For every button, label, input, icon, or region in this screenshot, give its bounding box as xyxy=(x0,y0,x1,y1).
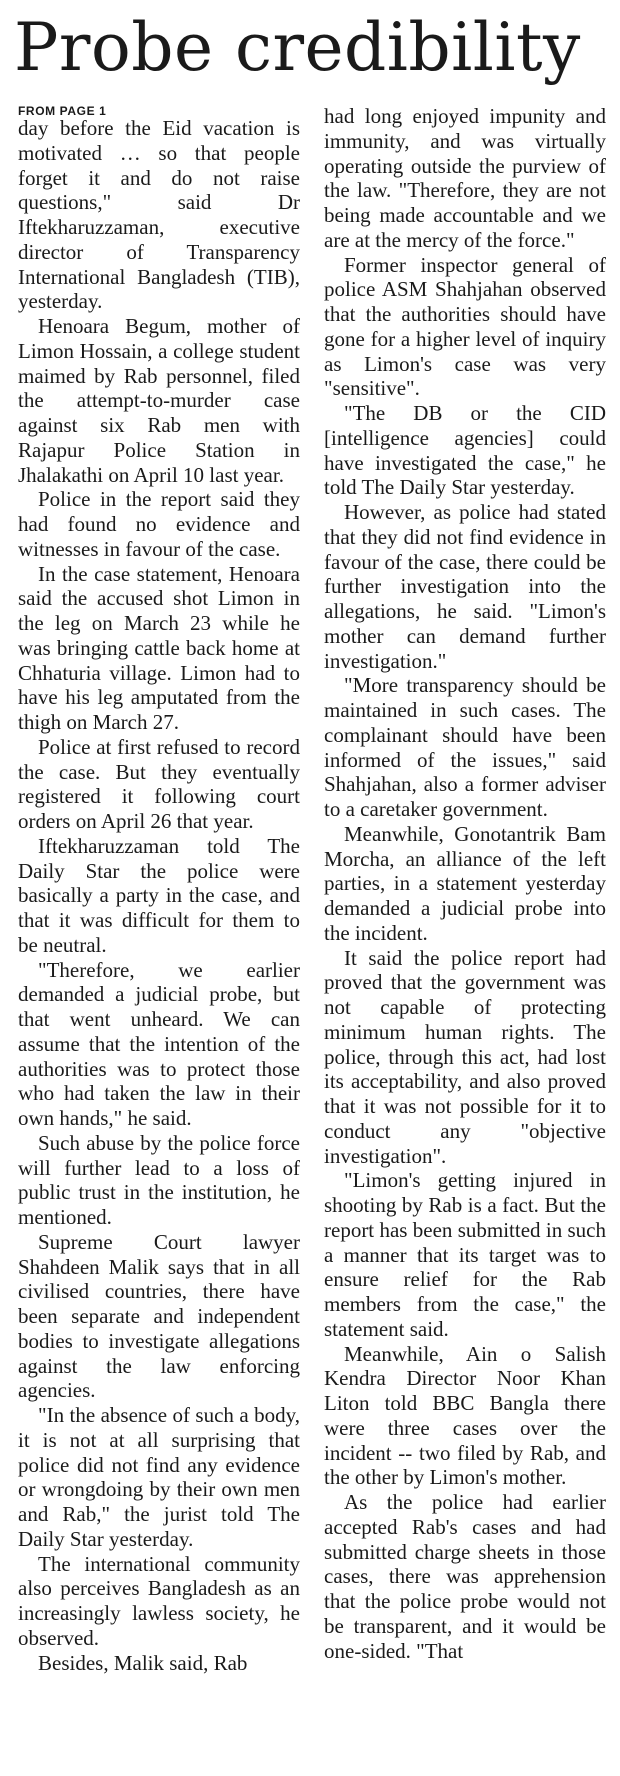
paragraph: Supreme Court lawyer Shahdeen Malik says that in all civilised countries, there have been separate and independent bodies to investigate allegations against the law enforcing agencies. xyxy=(18,1229,300,1403)
paragraph: Police at first refused to record the case. But they eventually registered it following court orders on April 26 that year. xyxy=(18,734,300,833)
kicker-from-page-1: FROM PAGE 1 xyxy=(18,104,107,118)
paragraph: Meanwhile, Ain o Salish Kendra Director Noor Khan Liton told BBC Bangla there were three cases over the incident -- two filed by Rab, and the other by Limon's mother. xyxy=(324,1341,606,1490)
headline: Probe credibility xyxy=(14,9,581,86)
paragraph: Such abuse by the police force will further lead to a loss of public trust in the institution, he mentioned. xyxy=(18,1130,300,1229)
paragraph: Henoara Begum, mother of Limon Hossain, a college student maimed by Rab personnel, filed the attempt-to-murder case against six Rab men with Rajapur Police Station in Jhalakathi on April 10 last year. xyxy=(18,314,300,487)
paragraph: day before the Eid vacation is motivated … so that people forget it and do not raise questions," said Dr Iftekharuzzaman, executive director of Transparency International Bangladesh (TIB), yesterday. xyxy=(18,116,300,314)
article-column-left xyxy=(18,104,300,1675)
paragraph: However, as police had stated that they did not find evidence in favour of the case, there could be further investigation into the allegations, he said. "Limon's mother can demand further investigation." xyxy=(324,500,606,673)
paragraph: In the case statement, Henoara said the accused shot Limon in the leg on March 23 while he was bringing cattle back home at Chhaturia village. Limon had to have his leg amputated from the thigh on March 27. xyxy=(18,561,300,734)
paragraph: Police in the report said they had found no evidence and witnesses in favour of the case. xyxy=(18,487,300,561)
paragraph: Iftekharuzzaman told The Daily Star the police were basically a party in the case, and that it was difficult for them to be neutral. xyxy=(18,833,300,957)
paragraph: "The DB or the CID [intelligence agencies] could have investigated the case," he told The Daily Star yesterday. xyxy=(324,401,606,500)
paragraph: As the police had earlier accepted Rab's cases and had submitted charge sheets in those cases, there was apprehension that the police probe would not be transparent, and it would be one-sided. "That xyxy=(324,1490,606,1663)
paragraph: It said the police report had proved that the government was not capable of protecting minimum human rights. The police, through this act, had lost its acceptability, and also proved that it was not possible for it to conduct any "objective investigation". xyxy=(324,945,606,1168)
paragraph: Besides, Malik said, Rab xyxy=(38,1650,248,1675)
article-column-right xyxy=(324,104,606,1663)
paragraph: "More transparency should be maintained in such cases. The complainant should have been informed of the issues," said Shahjahan, also a former adviser to a caretaker government. xyxy=(324,673,606,821)
paragraph: "Limon's getting injured in shooting by Rab is a fact. But the report has been submitted in such a manner that its target was to ensure relief for the Rab members from the case," the statement said. xyxy=(324,1168,606,1341)
paragraph: "Therefore, we earlier demanded a judicial probe, but that went unheard. We can assume that the intention of the authorities was to protect those who had taken the law in their own hands," he said. xyxy=(18,957,300,1130)
paragraph: had long enjoyed impunity and immunity, and was virtually operating outside the purview of the law. "Therefore, they are not being made accountable and we are at the mercy of the force." xyxy=(324,104,606,252)
paragraph: Former inspector general of police ASM Shahjahan observed that the authorities should have gone for a higher level of inquiry as Limon's case was very "sensitive". xyxy=(324,252,606,401)
paragraph: The international community also perceives Bangladesh as an increasingly lawless society, he observed. xyxy=(18,1551,300,1650)
paragraph: "In the absence of such a body, it is not at all surprising that police did not find any evidence or wrongdoing by their own men and Rab," the jurist told The Daily Star yesterday. xyxy=(18,1403,300,1551)
paragraph: Meanwhile, Gonotantrik Bam Morcha, an alliance of the left parties, in a statement yesterday demanded a judicial probe into the incident. xyxy=(324,821,606,945)
